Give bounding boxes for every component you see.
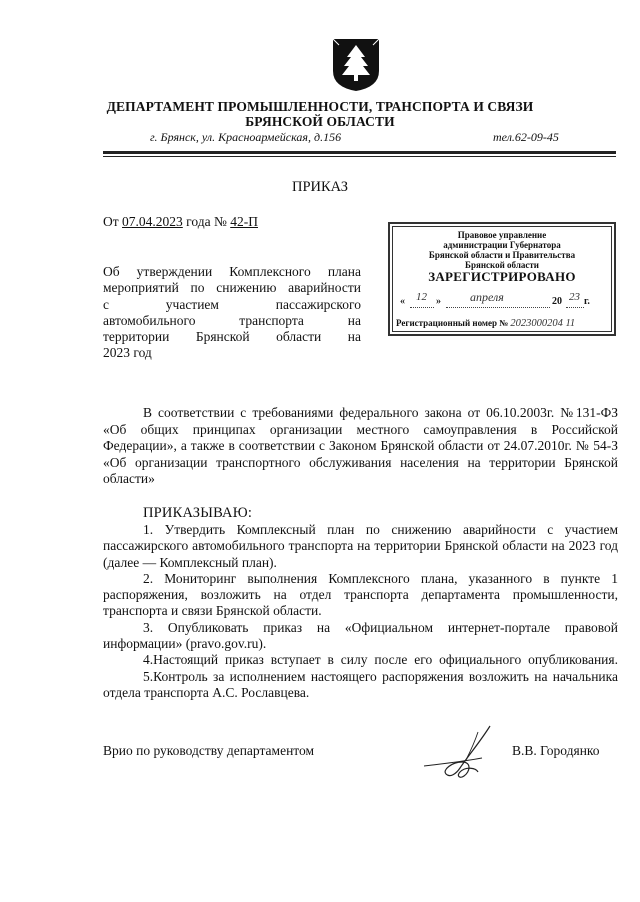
subject-line: автомобильного транспорта на [103,312,361,328]
stamp-date [390,290,614,312]
stamp-line: Брянской области и Правительства [428,250,576,260]
subject-line: мероприятий по снижению аварийности [103,280,361,296]
signatory-position: Врио по руководству департаментом [103,743,315,758]
registration-stamp [388,222,616,336]
stamp-reg-label: Регистрационный номер № [396,318,509,328]
order-date-number [103,214,258,230]
stamp-status: ЗАРЕГИСТРИРОВАНО [428,269,576,284]
order-preamble: В соответствии с требованиями федерального закона от 06.10.2003г. №131-ФЗ «Об общих принципах организации местного самоуправления в Российской Федерации», а также в соответствии с Законом Брянской области от 24.07.2010г. № 54-З «Об организации транспортного обслуживания населения на территории Брянской области» [103,405,618,486]
handwritten-signature [420,722,510,782]
subject-line: 2023 год [103,345,152,361]
stamp-line: Брянской области [465,260,539,270]
subject-line: Об утверждении Комплексного плана [103,264,361,279]
stamp-reg-number: 2023000204 11 [510,318,576,329]
document-type: ПРИКАЗ [291,179,349,195]
stamp-quote-close: » [436,296,441,307]
order-item: 2. Мониторинг выполнения Комплексного плана, указанного в пункте 1 распоряжения, возложить на отдел транспорта департамента промышленности, транспорта и связи Брянской области. [103,570,618,619]
stamp-registration [396,318,575,329]
department-phone: тел.62-09-45 [493,130,559,144]
department-title [0,99,640,129]
stamp-day: 12 [416,291,427,303]
stamp-month: апреля [470,290,504,304]
header-rule-thick [103,151,616,154]
stamp-day-line [410,307,434,308]
stamp-line: Правовое управление [457,230,547,240]
order-subject [103,264,361,362]
stamp-year-prefix: 20 [552,296,562,307]
order-item: 4.Настоящий приказ вступает в силу после его официального опубликования. [143,652,618,668]
signatory-name: В.В. Городянко [512,743,600,758]
order-date: 07.04.2023 [122,214,183,229]
stamp-year-suffix: 23 [569,291,580,303]
order-item: 1. Утвердить Комплексный план по снижению аварийности с участием пассажирского автомобильного транспорта на территории Брянской области на 2023 год (далее — Комплексный план). [103,522,618,570]
order-item: 5.Контроль за исполнением настоящего распоряжения возложить на начальника отдела транспорта А.С. Рославцева. [103,668,618,700]
order-heading: ПРИКАЗЫВАЮ: [143,505,253,521]
order-mid: года № [186,214,227,229]
department-title-line2: БРЯНСКОЙ ОБЛАСТИ [245,114,395,129]
order-number: 42-П [230,214,258,229]
subject-line: территории Брянской области на [103,329,361,345]
subject-line: с участием пассажирского [103,296,361,312]
order-items [103,522,618,701]
stamp-year-line [566,307,584,308]
stamp-month-line [446,307,550,308]
order-prefix: От [103,214,119,229]
department-address: г. Брянск, ул. Красноармейская, д.156 [150,130,342,144]
coat-of-arms-icon [331,37,381,93]
stamp-line: администрации Губернатора [443,240,561,250]
department-title-line1: ДЕПАРТАМЕНТ ПРОМЫШЛЕННОСТИ, ТРАНСПОРТА И СВЯЗИ [106,99,534,114]
stamp-quote-open: « [400,296,405,307]
stamp-year-post: г. [584,296,590,307]
order-item: 3. Опубликовать приказ на «Официальном интернет-портале правовой информации» (pravo.gov.ru). [103,619,618,652]
header-rule-thin [103,156,616,157]
